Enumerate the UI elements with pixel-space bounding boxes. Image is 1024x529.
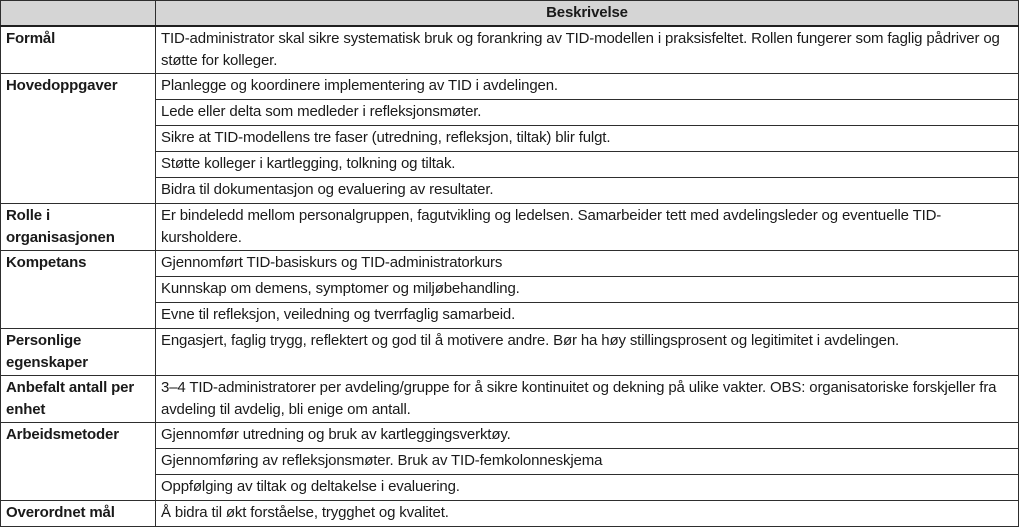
section-label-overordnet-mal: Overordnet mål — [1, 501, 156, 527]
description-cell: Er bindeledd mellom personalgruppen, fagutvikling og ledelsen. Samarbeider tett med avdelingsleder og eventuelle TID-kursholdere. — [156, 204, 1019, 251]
section-label-anbefalt-antall: Anbefalt antall per enhet — [1, 376, 156, 423]
table-row — [1, 26, 1019, 74]
description-cell: Bidra til dokumentasjon og evaluering av resultater. — [156, 178, 1019, 204]
description-cell: Evne til refleksjon, veiledning og tverrfaglig samarbeid. — [156, 303, 1019, 329]
section-label-formal: Formål — [1, 26, 156, 74]
section-label-hovedoppgaver: Hovedoppgaver — [1, 74, 156, 204]
description-cell: Støtte kolleger i kartlegging, tolkning og tiltak. — [156, 152, 1019, 178]
table-row — [1, 204, 1019, 251]
description-cell: Sikre at TID-modellens tre faser (utredning, refleksjon, tiltak) blir fulgt. — [156, 126, 1019, 152]
description-cell: Oppfølging av tiltak og deltakelse i evaluering. — [156, 475, 1019, 501]
description-cell: Engasjert, faglig trygg, reflektert og god til å motivere andre. Bør ha høy stillingsprosent og legitimitet i avdelingen. — [156, 329, 1019, 376]
section-label-arbeidsmetoder: Arbeidsmetoder — [1, 423, 156, 501]
description-cell: Gjennomføring av refleksjonsmøter. Bruk av TID-femkolonneskjema — [156, 449, 1019, 475]
section-label-kompetans: Kompetans — [1, 251, 156, 329]
table-row — [1, 376, 1019, 423]
description-cell: Planlegge og koordinere implementering av TID i avdelingen. — [156, 74, 1019, 100]
header-empty-cell — [1, 1, 156, 27]
description-cell: Gjennomført TID-basiskurs og TID-administratorkurs — [156, 251, 1019, 277]
description-cell: Å bidra til økt forståelse, trygghet og kvalitet. — [156, 501, 1019, 527]
table-row — [1, 501, 1019, 527]
table-row — [1, 74, 1019, 100]
section-label-personlige-egenskaper: Personlige egenskaper — [1, 329, 156, 376]
description-cell: 3–4 TID-administratorer per avdeling/gruppe for å sikre kontinuitet og dekning på ulike vakter. OBS: organisatoriske forskjeller fra avdeling til avdelig, bli enige om antall. — [156, 376, 1019, 423]
table-row — [1, 251, 1019, 277]
table-header-row — [1, 1, 1019, 27]
description-cell: Kunnskap om demens, symptomer og miljøbehandling. — [156, 277, 1019, 303]
description-cell: Lede eller delta som medleder i refleksjonsmøter. — [156, 100, 1019, 126]
table-row — [1, 329, 1019, 376]
section-label-rolle: Rolle i organisasjonen — [1, 204, 156, 251]
header-beskrivelse: Beskrivelse — [156, 1, 1019, 27]
table-row — [1, 423, 1019, 449]
description-cell: TID-administrator skal sikre systematisk bruk og forankring av TID-modellen i praksisfeltet. Rollen fungerer som faglig pådriver og støtte for kolleger. — [156, 26, 1019, 74]
description-cell: Gjennomfør utredning og bruk av kartleggingsverktøy. — [156, 423, 1019, 449]
